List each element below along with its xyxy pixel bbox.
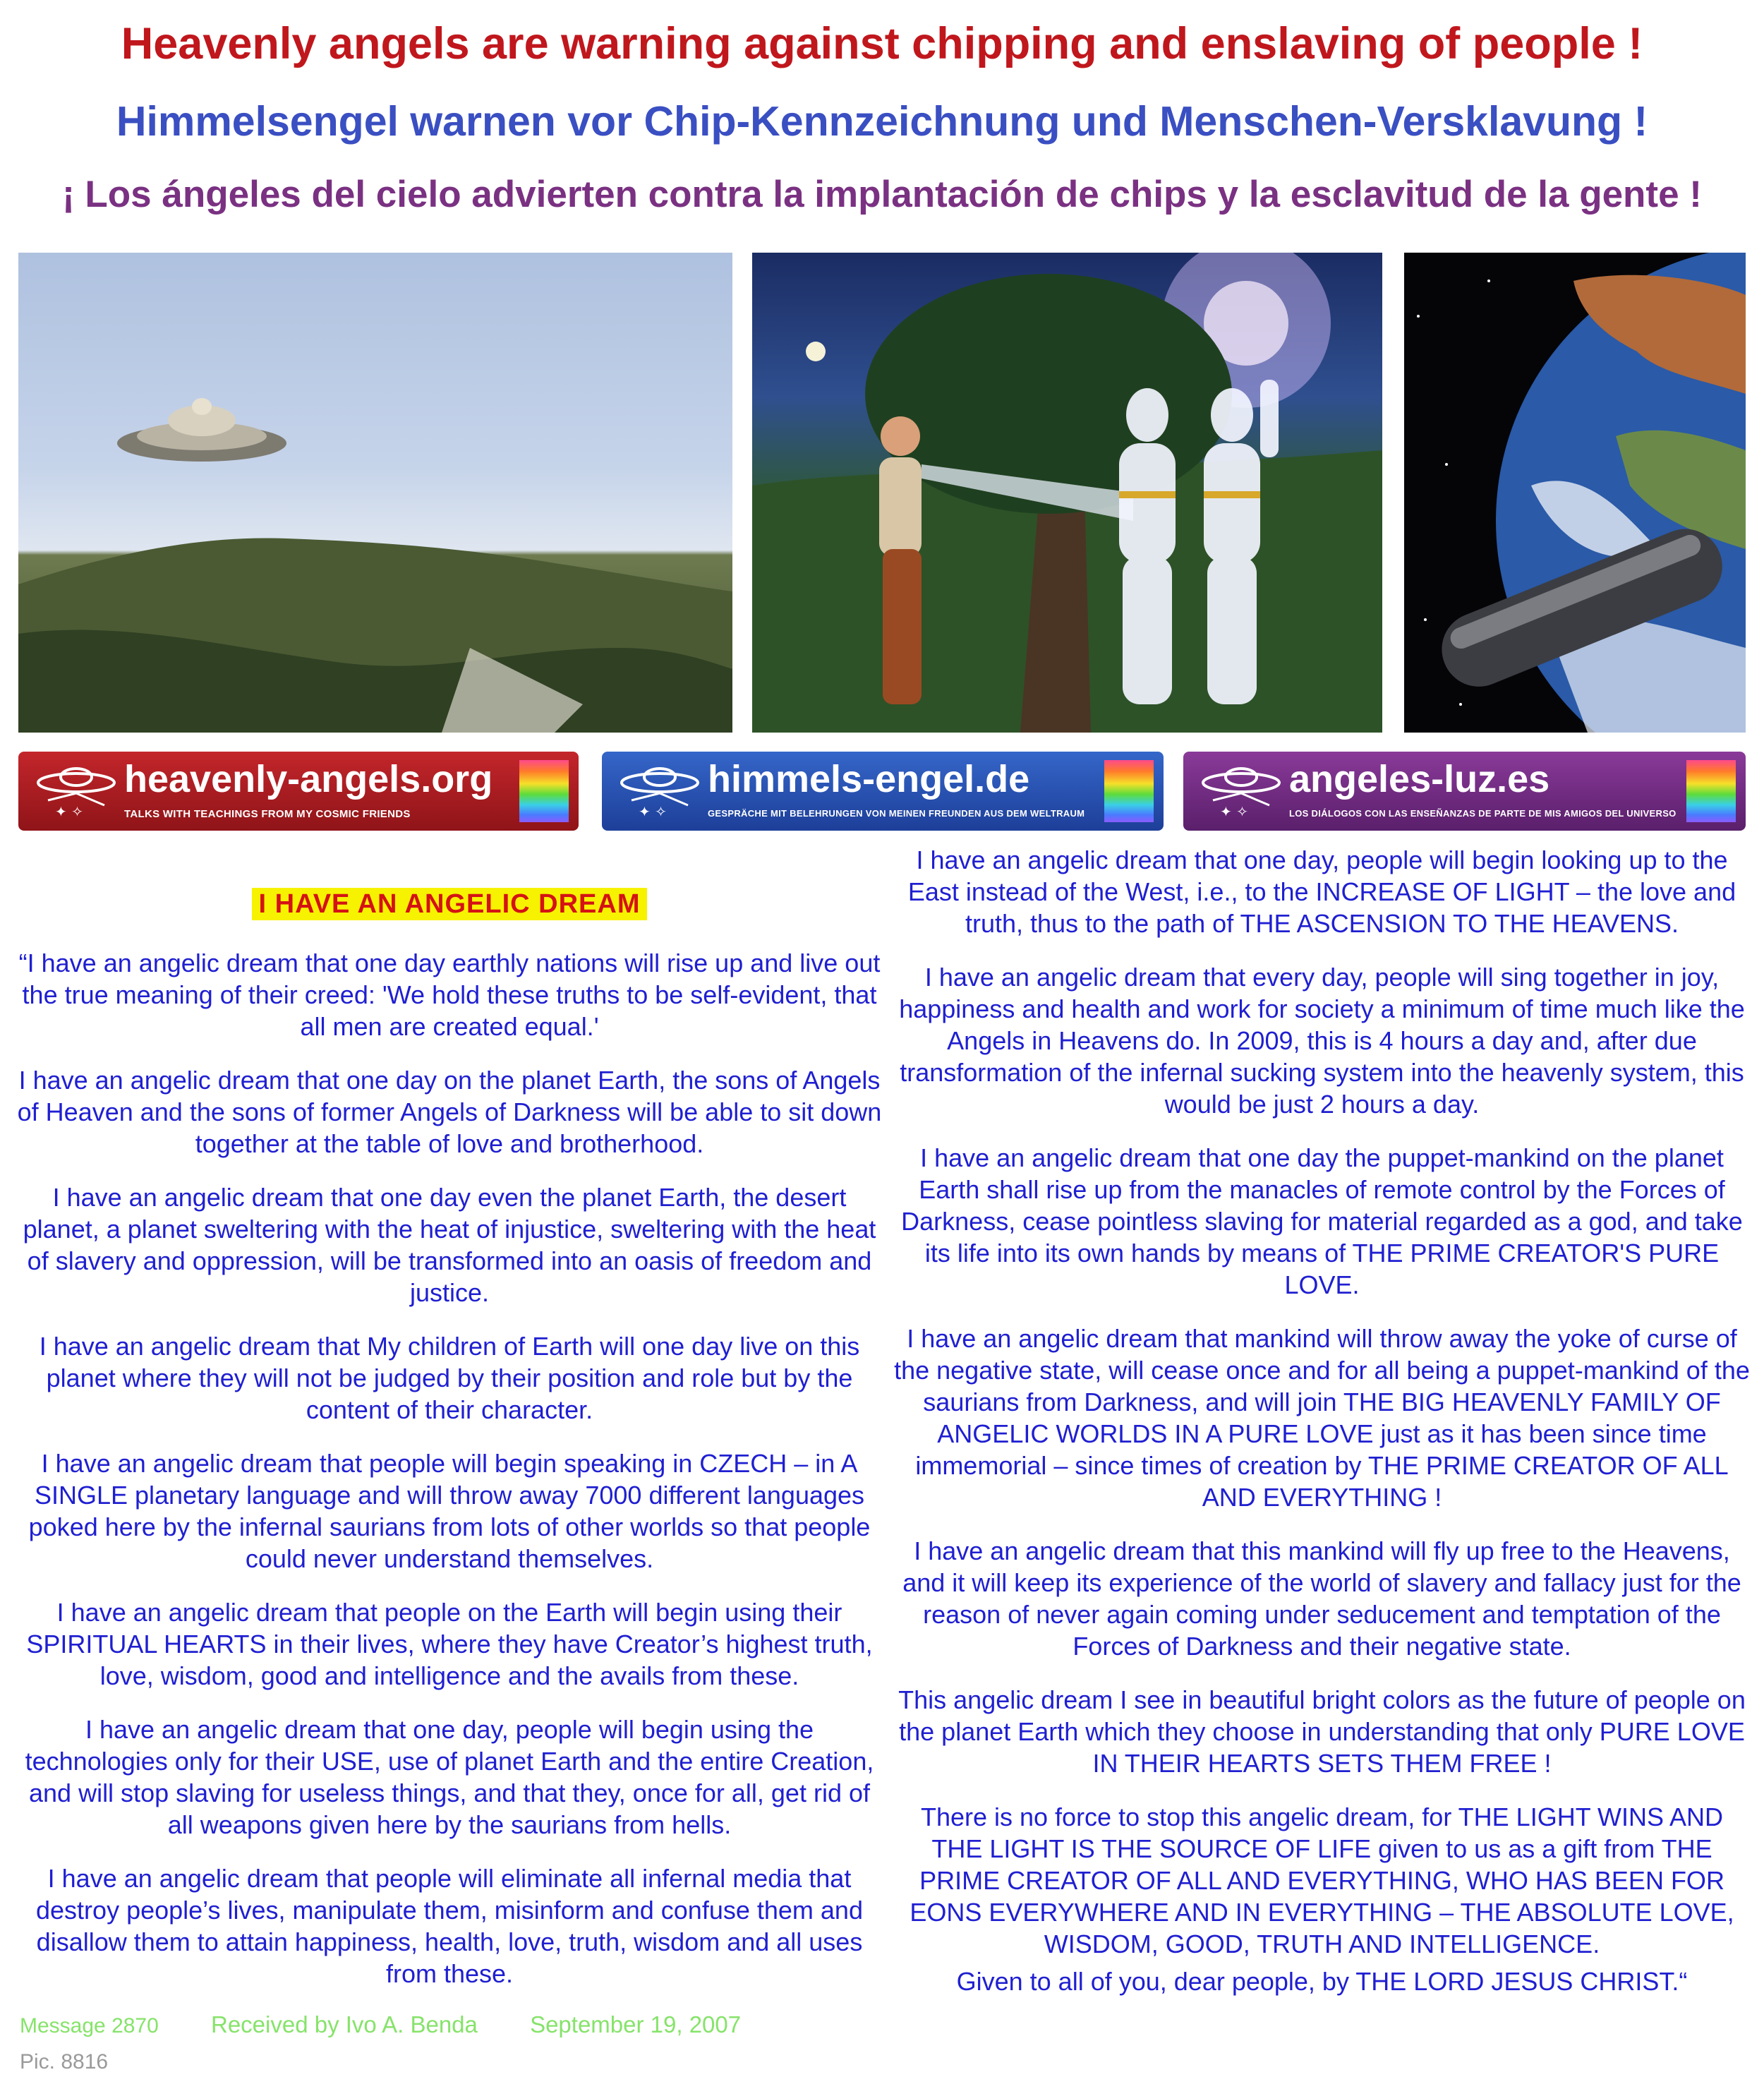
paragraph: There is no force to stop this angelic dream, for THE LIGHT WINS AND THE LIGHT IS THE SOURCE OF LIFE given to us as a gift from THE PRIME CREATOR OF ALL AND EVERYTHING, WHO HAS BEEN FOR EONS EVERYWHERE AND IN EVERYTHING – THE ABSOLUTE LOVE, WISDOM, GOOD, TRUTH AND INTELLIGENCE. bbox=[910, 1802, 1734, 1958]
paragraph: “I have an angelic dream that one day earthly nations will rise up and live out the true meaning of their creed: 'We hold these truths to be self-evident, that all men are created equal.' bbox=[18, 949, 881, 1041]
paragraph: I have an angelic dream that one day, people will begin using the technologies only for their USE, use of planet Earth and the entire Creation, and will stop slaving for useless things, and that they, once for all, get rid of all weapons given here by the saurians from hells. bbox=[25, 1715, 874, 1839]
banner-domain: himmels-engel.de bbox=[708, 758, 1030, 800]
ufo-logo-icon bbox=[617, 761, 702, 821]
paragraph: I have an angelic dream that one day, people will begin looking up to the East instead of the West, i.e., to the INCREASE OF LIGHT – the love and truth, thus to the path of THE ASCENSION TO THE HEAVENS. bbox=[907, 845, 1736, 938]
banner-himmels-engel[interactable] bbox=[602, 752, 1164, 831]
title-spanish: ¡ Los ángeles del cielo advierten contra la implantación de chips y la esclavitud de la gente ! bbox=[62, 174, 1702, 215]
rainbow-icon bbox=[1104, 760, 1154, 822]
banner-heavenly-angels[interactable] bbox=[18, 752, 579, 831]
ufo-logo-icon bbox=[34, 761, 119, 821]
paragraph: I have an angelic dream that one day the puppet-mankind on the planet Earth shall rise up from the manacles of remote control by the Forces of Darkness, cease pointless slaving for material regarded as a god, and take its life into its own hands by means of THE PRIME CREATOR'S PURE LOVE. bbox=[901, 1143, 1743, 1299]
angels-painting bbox=[752, 253, 1382, 733]
banner-angeles-luz[interactable] bbox=[1183, 752, 1746, 831]
banner-domain: angeles-luz.es bbox=[1289, 758, 1550, 800]
earth-chip-image bbox=[1404, 253, 1746, 733]
banner-domain: heavenly-angels.org bbox=[124, 758, 493, 800]
ufo-logo-icon bbox=[1199, 761, 1283, 821]
svg-text:✦ ✧: ✦ ✧ bbox=[639, 803, 667, 820]
right-column bbox=[893, 844, 1751, 2019]
paragraph: I have an angelic dream that people on the Earth will begin using their SPIRITUAL HEARTS in their lives, where they have Creator’s highest truth, love, wisdom, good and intelligence and the avails from these. bbox=[26, 1598, 873, 1690]
rainbow-icon bbox=[1686, 760, 1736, 822]
signature: Given to all of you, dear people, by THE LORD JESUS CHRIST.“ bbox=[956, 1967, 1688, 1996]
picture-number: Pic. 8816 bbox=[20, 2050, 109, 2073]
received-by: Received by Ivo A. Benda bbox=[210, 2011, 478, 2037]
paragraph: I have an angelic dream that mankind will throw away the yoke of curse of the negative state, will cease once and for all being a puppet-mankind of the saurians from Darkness, and will join THE BIG HEAVENLY FAMILY OF ANGELIC WORLDS IN A PURE LOVE just as it has been since time immemorial – since times of creation by THE PRIME CREATOR OF ALL AND EVERYTHING ! bbox=[894, 1324, 1750, 1512]
paragraph: I have an angelic dream that My children of Earth will one day live on this planet where they will not be judged by their position and role but by the content of their character. bbox=[39, 1332, 860, 1424]
paragraph: I have an angelic dream that one day on the planet Earth, the sons of Angels of Heaven and the sons of former Angels of Darkness will be able to sit down together at the table of love and brotherhood. bbox=[17, 1066, 882, 1158]
paragraph: I have an angelic dream that people will eliminate all infernal media that destroy people’s lives, manipulate them, misinform and confuse them and disallow them to attain happiness, health, love, truth, wisdom and all uses from these. bbox=[36, 1864, 863, 1988]
paragraph: I have an angelic dream that people will begin speaking in CZECH – in A SINGLE planetary language and will throw away 7000 different languages poked here by the infernal saurians from lots of other worlds so that people could never understand themselves. bbox=[28, 1449, 871, 1573]
paragraph: I have an angelic dream that one day even the planet Earth, the desert planet, a planet sweltering with the heat of injustice, sweltering with the heat of slavery and oppression, will be transformed into an oasis of freedom and justice. bbox=[23, 1183, 876, 1307]
paragraph: I have an angelic dream that every day, people will sing together in joy, happiness and health and work for society a minimum of time much like the Angels in Heavens do. In 2009, this is 4 hours a day and, after due transformation of the infernal sucking system into the heavenly system, this would be just 2 hours a day. bbox=[899, 963, 1745, 1119]
paragraph: This angelic dream I see in beautiful bright colors as the future of people on the planet Earth which they choose in understanding that only PURE LOVE IN THEIR HEARTS SETS THEM FREE ! bbox=[898, 1685, 1746, 1778]
banner-subtitle: GESPRÄCHE MIT BELEHRUNGEN VON MEINEN FREUNDEN AUS DEM WELTRAUM bbox=[708, 808, 1085, 819]
svg-text:✦ ✧: ✦ ✧ bbox=[55, 803, 83, 820]
message-meta bbox=[20, 2011, 787, 2038]
svg-text:✦ ✧: ✦ ✧ bbox=[1220, 803, 1248, 820]
paragraph: I have an angelic dream that this mankind will fly up free to the Heavens, and it will keep its experience of the world of slavery and fallacy just for the reason of never again coming under seducement and temptation of the Forces of Darkness and their negative state. bbox=[902, 1536, 1741, 1661]
rainbow-icon bbox=[519, 760, 569, 822]
title-english: Heavenly angels are warning against chipping and enslaving of people ! bbox=[121, 19, 1643, 68]
message-date: September 19, 2007 bbox=[530, 2011, 742, 2037]
title-german: Himmelsengel warnen vor Chip-Kennzeichnung und Menschen-Versklavung ! bbox=[116, 98, 1648, 145]
banner-subtitle: LOS DIÁLOGOS CON LAS ENSEÑANZAS DE PARTE DE MIS AMIGOS DEL UNIVERSO bbox=[1289, 808, 1677, 819]
ufo-photo bbox=[18, 253, 732, 733]
dream-heading: I HAVE AN ANGELIC DREAM bbox=[252, 888, 648, 920]
left-column bbox=[16, 861, 883, 2011]
message-number: Message 2870 bbox=[20, 2014, 159, 2037]
banner-subtitle: TALKS WITH TEACHINGS FROM MY COSMIC FRIENDS bbox=[124, 808, 411, 820]
